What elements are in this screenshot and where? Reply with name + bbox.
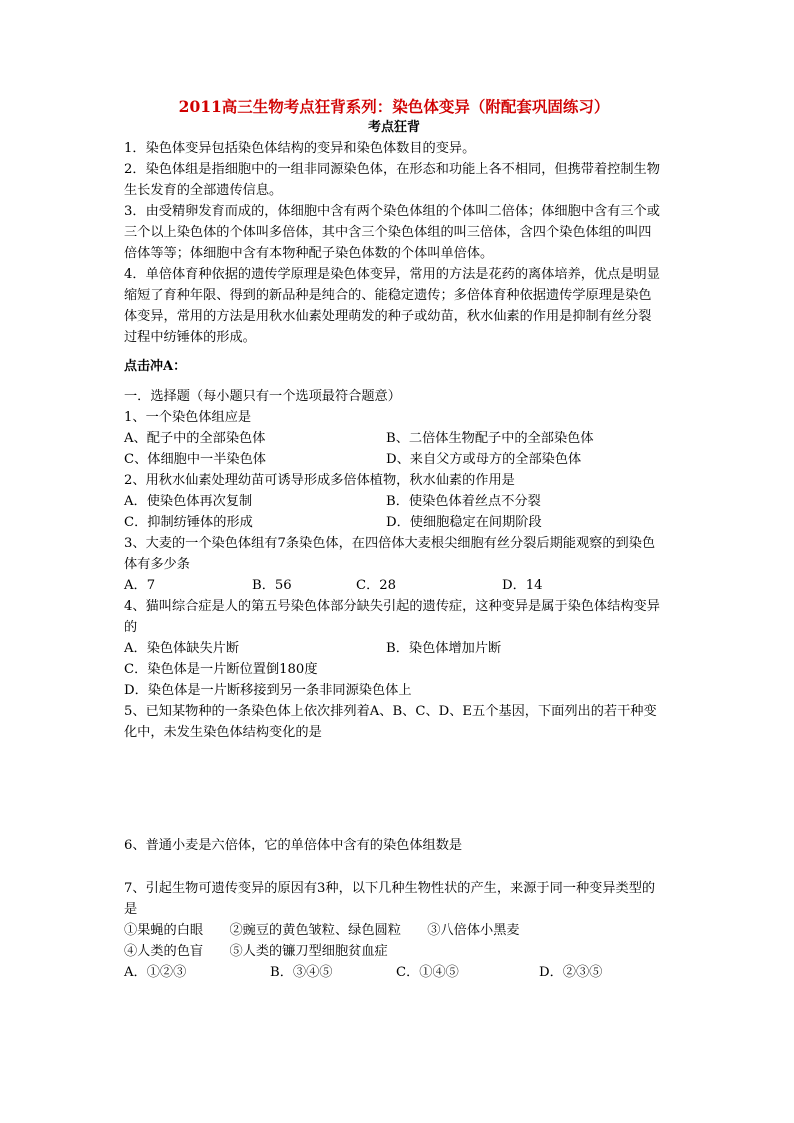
question-4-option-a: A．染色体缺失片断 (124, 641, 240, 656)
question-2-options-row-2 (124, 512, 664, 533)
question-1-options-row-1 (124, 428, 664, 449)
question-1-option-d: D、来自父方或母方的全部染色体 (386, 452, 582, 467)
question-6-answer-space (124, 856, 664, 878)
point-1: 1．染色体变异包括染色体结构的变异和染色体数目的变异。 (124, 141, 476, 156)
question-1-stem: 1、一个染色体组应是 (124, 410, 252, 425)
point-3: 3．由受精卵发育而成的，体细胞中含有两个染色体组的个体叫二倍体；体细胞中含有三个或三个以上染色体的个体叫多倍体，其中含三个染色体组的叫三倍体，含四个染色体组的叫四倍体等等；体细胞中含有本物种配子染色体数的个体叫单倍体。 (124, 204, 660, 261)
question-3-option-b: B．56 (252, 578, 292, 593)
question-1-options-row-2 (124, 449, 664, 470)
question-3-options (124, 575, 664, 596)
point-2: 2．染色体组是指细胞中的一组非同源染色体，在形态和功能上各不相同，但携带着控制生物生长发育的全部遗传信息。 (124, 162, 660, 198)
question-1-option-b: B、二倍体生物配子中的全部染色体 (386, 431, 594, 446)
question-4-stem: 4、猫叫综合症是人的第五号染色体部分缺失引起的遗传症，这种变异是属于染色体结构变异的 (124, 599, 660, 635)
question-5-figure-space (124, 743, 664, 835)
question-2-stem: 2、用秋水仙素处理幼苗可诱导形成多倍体植物，秋水仙素的作用是 (124, 473, 515, 488)
question-7-items-1: ①果蝇的白眼 ②豌豆的黄色皱粒、绿色圆粒 ③八倍体小黑麦 (124, 923, 520, 938)
question-4-options-row-1 (124, 638, 664, 659)
question-7-options (124, 962, 664, 983)
question-2-option-d: D．使细胞稳定在间期阶段 (386, 515, 542, 530)
question-7-items-2: ④人类的色盲 ⑤人类的镰刀型细胞贫血症 (124, 944, 388, 959)
question-4-option-b: B．染色体增加片断 (386, 641, 502, 656)
question-7-stem: 7、引起生物可遗传变异的原因有3种，以下几种生物性状的产生，来源于同一种变异类型的是 (124, 881, 656, 917)
question-5-stem: 5、已知某物种的一条染色体上依次排列着A、B、C、D、E五个基因，下面列出的若干种变化中，未发生染色体结构变化的是 (124, 704, 657, 740)
section-label: 点击冲A： (124, 359, 187, 374)
point-4: 4．单倍体育种依据的遗传学原理是染色体变异，常用的方法是花药的离体培养，优点是明显缩短了育种年限、得到的新品种是纯合的、能稳定遗传；多倍体育种依据遗传学原理是染色体变异，常用的方法是用秋水仙素处理萌发的种子或幼苗，秋水仙素的作用是抑制有丝分裂过程中纺锤体的形成。 (124, 267, 660, 345)
question-1-option-a: A、配子中的全部染色体 (124, 431, 266, 446)
question-3-option-c: C．28 (356, 578, 397, 593)
question-6-stem: 6、普通小麦是六倍体，它的单倍体中含有的染色体组数是 (124, 838, 463, 853)
question-2-option-c: C．抑制纺锤体的形成 (124, 515, 253, 530)
question-7-option-a: A．①②③ (124, 965, 187, 980)
question-4-option-d: D．染色体是一片断移接到另一条非同源染色体上 (124, 683, 412, 698)
question-3-option-d: D．14 (502, 578, 543, 593)
question-2-option-b: B．使染色体着丝点不分裂 (386, 494, 541, 509)
question-1-option-c: C、体细胞中一半染色体 (124, 452, 266, 467)
document-page (124, 96, 664, 983)
question-4-option-c: C．染色体是一片断位置倒180度 (124, 662, 318, 677)
question-7-option-b: B．③④⑤ (270, 965, 333, 980)
document-subtitle: 考点狂背 (367, 120, 420, 135)
question-2-option-a: A．使染色体再次复制 (124, 494, 253, 509)
question-3-stem: 3、大麦的一个染色体组有7条染色体，在四倍体大麦根尖细胞有丝分裂后期能观察的到染色体有多少条 (124, 536, 656, 572)
question-7-option-c: C．①④⑤ (396, 965, 459, 980)
part-label: 一．选择题（每小题只有一个选项最符合题意） (124, 389, 401, 404)
question-7-option-d: D．②③⑤ (539, 965, 603, 980)
question-3-option-a: A．7 (124, 578, 156, 593)
question-2-options-row-1 (124, 491, 664, 512)
document-title: 2011高三生物考点狂背系列：染色体变异（附配套巩固练习） (178, 97, 610, 116)
